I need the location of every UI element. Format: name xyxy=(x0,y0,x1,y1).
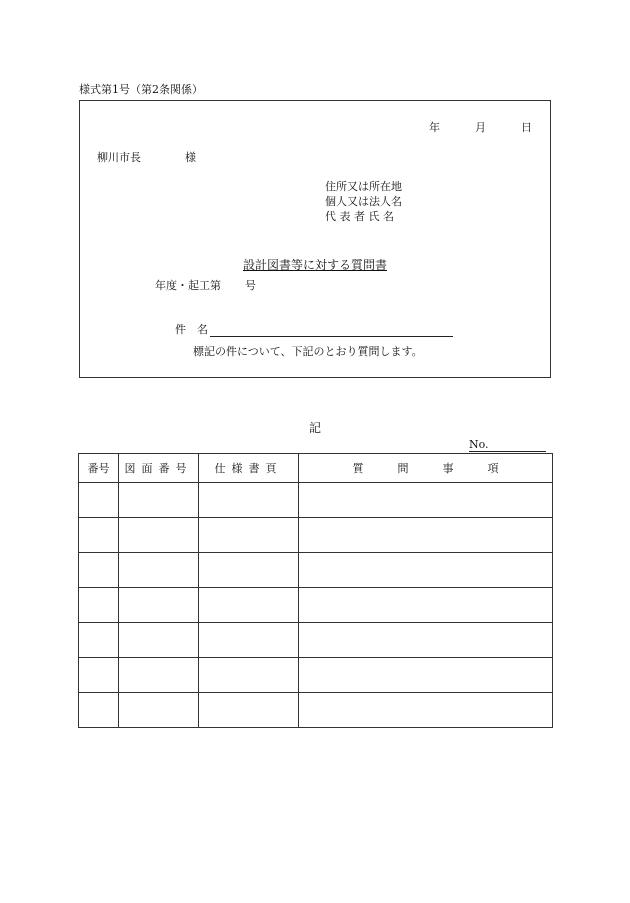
row-question-cell[interactable] xyxy=(299,588,553,623)
table-header-row xyxy=(79,454,553,483)
row-drawing-number-cell[interactable] xyxy=(119,623,199,658)
header-number: 番号 xyxy=(79,454,119,483)
row-number-cell[interactable] xyxy=(79,623,119,658)
header-drawing-number: 図面番号 xyxy=(119,454,199,483)
addressee-name: 柳川市長 xyxy=(97,151,141,164)
subject-blank-line xyxy=(210,324,453,337)
row-spec-page-cell[interactable] xyxy=(199,658,299,693)
row-number-cell[interactable] xyxy=(79,588,119,623)
construction-number-prefix: 年度・起工第 xyxy=(155,279,221,292)
addressee xyxy=(97,149,196,165)
form-label: 様式第1号（第2条関係） xyxy=(79,83,203,96)
document-title-wrap xyxy=(80,256,550,273)
table-row xyxy=(79,483,553,518)
row-number-cell[interactable] xyxy=(79,483,119,518)
date-day: 日 xyxy=(521,121,532,134)
row-spec-page-cell[interactable] xyxy=(199,623,299,658)
row-question-cell[interactable] xyxy=(299,623,553,658)
table-row xyxy=(79,693,553,728)
row-drawing-number-cell[interactable] xyxy=(119,518,199,553)
row-question-cell[interactable] xyxy=(299,658,553,693)
subject-label: 件 名 xyxy=(175,323,208,336)
table-row xyxy=(79,588,553,623)
table-row xyxy=(79,518,553,553)
row-spec-page-cell[interactable] xyxy=(199,483,299,518)
applicant-address-label: 住所又は所在地 xyxy=(325,180,402,193)
row-spec-page-cell[interactable] xyxy=(199,588,299,623)
row-drawing-number-cell[interactable] xyxy=(119,553,199,588)
construction-number-suffix: 号 xyxy=(245,279,256,292)
row-number-cell[interactable] xyxy=(79,658,119,693)
construction-number-line xyxy=(155,277,256,293)
representative-name-label: 代 表 者 氏 名 xyxy=(325,210,394,223)
row-question-cell[interactable] xyxy=(299,518,553,553)
request-text: 標記の件について、下記のとおり質問します。 xyxy=(193,345,423,358)
table-body xyxy=(79,483,553,728)
table-row xyxy=(79,658,553,693)
ki-label: 記 xyxy=(308,421,321,435)
row-number-cell[interactable] xyxy=(79,693,119,728)
number-label: No. xyxy=(469,438,546,452)
subject-line xyxy=(175,321,453,337)
document-title: 設計図書等に対する質問書 xyxy=(242,258,387,272)
header-question: 質問事項 xyxy=(299,454,553,483)
request-header-box xyxy=(79,100,551,378)
row-drawing-number-cell[interactable] xyxy=(119,483,199,518)
date-line xyxy=(429,119,532,135)
addressee-honorific: 様 xyxy=(185,151,196,164)
row-question-cell[interactable] xyxy=(299,693,553,728)
row-number-cell[interactable] xyxy=(79,518,119,553)
row-spec-page-cell[interactable] xyxy=(199,553,299,588)
row-spec-page-cell[interactable] xyxy=(199,518,299,553)
row-drawing-number-cell[interactable] xyxy=(119,693,199,728)
header-spec-page: 仕様書頁 xyxy=(199,454,299,483)
row-question-cell[interactable] xyxy=(299,483,553,518)
table-row xyxy=(79,623,553,658)
row-drawing-number-cell[interactable] xyxy=(119,588,199,623)
date-year: 年 xyxy=(429,121,440,134)
row-question-cell[interactable] xyxy=(299,553,553,588)
row-spec-page-cell[interactable] xyxy=(199,693,299,728)
row-number-cell[interactable] xyxy=(79,553,119,588)
date-month: 月 xyxy=(475,121,486,134)
question-table xyxy=(78,453,553,728)
row-drawing-number-cell[interactable] xyxy=(119,658,199,693)
table-row xyxy=(79,553,553,588)
applicant-name-label: 個人又は法人名 xyxy=(325,195,402,208)
applicant-fields xyxy=(325,179,402,224)
